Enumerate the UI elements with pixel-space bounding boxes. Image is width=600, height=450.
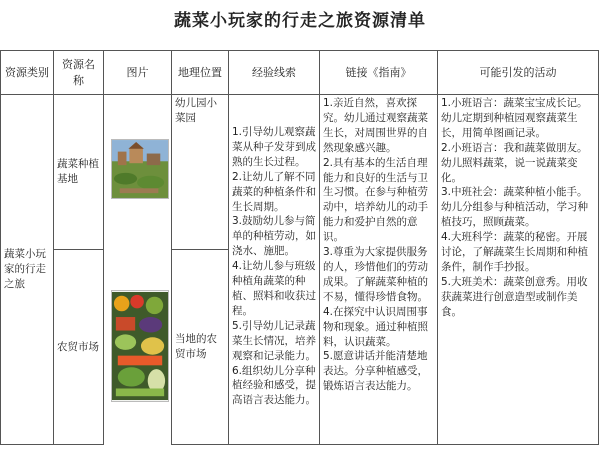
- header-category: 资源类别: [1, 51, 54, 95]
- guide-item: 5.愿意讲话并能清楚地表达。分享种植感受，锻炼语言表达能力。: [323, 350, 428, 393]
- guide-item: 2.具有基本的生活自理能力和良好的生活与卫生习惯。在参与种植劳动中，培养幼儿的动手能力和爱护自然的意识。: [323, 156, 428, 244]
- header-location: 地理位置: [172, 51, 229, 95]
- guide-item: 1.亲近自然，喜欢探究。幼儿通过观察蔬菜生长，对周围世界的自然现象感兴趣。: [323, 97, 428, 154]
- header-name: 资源名称: [54, 51, 104, 95]
- header-activities: 可能引发的活动: [438, 51, 599, 95]
- location: 当地的农贸市场: [172, 250, 229, 445]
- category-cell: 蔬菜小玩家的行走之旅: [1, 95, 54, 445]
- header-image: 图片: [104, 51, 172, 95]
- header-guide: 链接《指南》: [320, 51, 438, 95]
- guide-item: 4.在探究中认识周围事物和现象。通过种植照料，认识蔬菜。: [323, 305, 428, 348]
- image-cell: [104, 95, 172, 250]
- clue-item: 1.引导幼儿观察蔬菜从种子发芽到成熟的生长过程。: [232, 126, 316, 168]
- clue-item: 2.让幼儿了解不同蔬菜的种植条件和生长周期。: [232, 170, 316, 213]
- image-cell: [104, 250, 172, 445]
- resource-name: 农贸市场: [54, 250, 104, 445]
- vegetables-photo-icon: [111, 290, 169, 402]
- guide-cell: [320, 95, 438, 445]
- activity-item: 4.大班科学：蔬菜的秘密。开展讨论，了解蔬菜生长周期和种植条件，制作手抄报。: [441, 231, 588, 273]
- guide-item: 3.尊重为大家提供服务的人，珍惜他们的劳动成果。了解蔬菜种植的不易，懂得珍惜食物。: [323, 246, 428, 303]
- clue-item: 5.引导幼儿记录蔬菜生长情况，培养观察和记录能力。: [232, 319, 316, 362]
- activity-item: 1.小班语言：蔬菜宝宝成长记。幼儿定期到种植园观察蔬菜生长，用简单图画记录。: [441, 97, 588, 139]
- clue-item: 4.让幼儿参与班级种植角蔬菜的种植、照料和收获过程。: [232, 260, 316, 317]
- activity-item: 3.中班社会：蔬菜种植小能手。幼儿分组参与种植活动，学习种植技巧，照顾蔬菜。: [441, 186, 588, 229]
- clues-cell: [229, 95, 320, 445]
- activity-item: 5.大班美术：蔬菜创意秀。用收获蔬菜进行创意造型或制作美食。: [441, 275, 588, 318]
- table-row: [1, 95, 599, 250]
- resource-table: [0, 50, 599, 445]
- activity-item: 2.小班语言：我和蔬菜做朋友。幼儿照料蔬菜，说一说蔬菜变化。: [441, 141, 588, 184]
- resource-name: 蔬菜种植基地: [54, 95, 104, 250]
- clue-item: 6.组织幼儿分享种植经验和感受，提高语言表达能力。: [232, 364, 316, 407]
- location: 幼儿园小菜园: [172, 95, 229, 250]
- garden-photo-icon: [111, 139, 169, 199]
- clue-item: 3.鼓励幼儿参与简单的种植劳动，如浇水、施肥。: [232, 215, 316, 258]
- activities-cell: [438, 95, 599, 445]
- header-row: [1, 51, 599, 95]
- page-title: 蔬菜小玩家的行走之旅资源清单: [174, 11, 426, 31]
- header-clues: 经验线索: [229, 51, 320, 95]
